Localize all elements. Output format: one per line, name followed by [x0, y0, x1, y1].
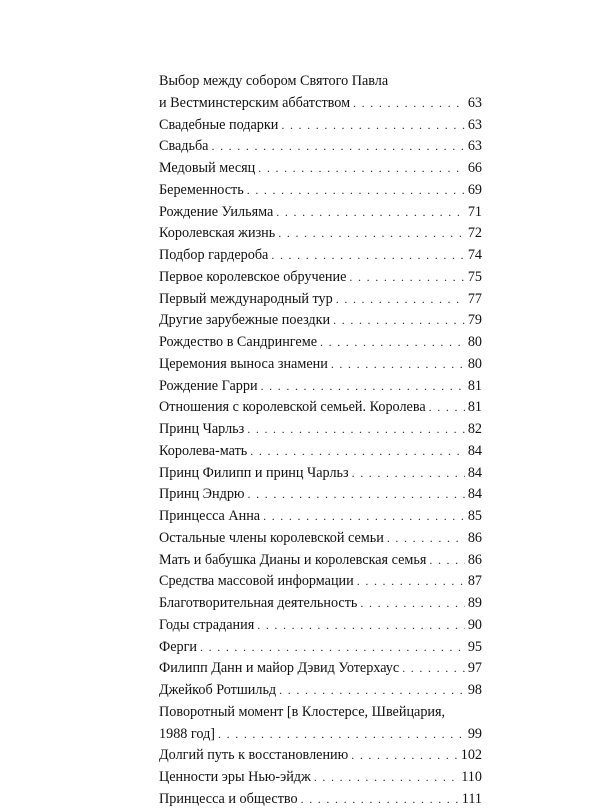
dot-leader: [429, 550, 464, 572]
toc-entry: [159, 180, 482, 202]
toc-entry-title: Свадебные подарки: [159, 116, 279, 133]
dot-leader: [320, 332, 465, 354]
toc-entry-title: Подбор гардероба: [159, 247, 269, 263]
toc-entry-title: Рождение Уильяма: [159, 203, 274, 220]
dot-leader: [301, 789, 459, 811]
toc-entry-page: 63: [467, 138, 482, 155]
toc-entry-page: 111: [461, 790, 482, 807]
dot-leader: [276, 202, 465, 224]
toc-entry-page: 90: [467, 616, 482, 633]
toc-entry-title: Годы страдания: [159, 616, 255, 633]
dot-leader: [333, 310, 465, 332]
toc-entry-page: 99: [467, 725, 482, 742]
toc-entry-page: 69: [467, 181, 482, 198]
dot-leader: [387, 528, 465, 550]
toc-entry-page: 86: [467, 551, 482, 568]
dot-leader: [336, 289, 465, 311]
dot-leader: [360, 593, 464, 615]
toc-entry-title: Ферги: [159, 638, 198, 655]
toc-entry-title: Другие зарубежные поездки: [159, 312, 331, 329]
toc-entry: [159, 484, 482, 506]
toc-entry: [159, 223, 482, 245]
toc-entry-title: Джейкоб Ротшильд: [159, 682, 277, 698]
toc-entry-title: Принц Эндрю: [159, 486, 245, 503]
toc-entry: [159, 397, 482, 419]
dot-leader: [200, 637, 465, 659]
toc-entry-title: Медовый месяц: [159, 160, 256, 176]
toc-entry-page: 85: [467, 508, 482, 524]
toc-entry-title: Первое королевское обручение: [159, 268, 347, 285]
toc-entry-page: 97: [467, 660, 482, 677]
toc-entry-page: 74: [467, 247, 482, 263]
toc-entry-page: 77: [467, 290, 482, 307]
toc-entry-page: 63: [467, 116, 482, 133]
dot-leader: [211, 136, 464, 158]
toc-entry-title: Долгий путь к восстановлению: [159, 747, 349, 764]
toc-entry-page: 89: [467, 595, 482, 611]
toc-entry-page: 86: [467, 529, 482, 546]
toc-entry-title: Королева-мать: [159, 442, 248, 459]
dot-leader: [281, 115, 464, 137]
dot-leader: [247, 180, 465, 202]
dot-leader: [353, 93, 465, 115]
dot-leader: [258, 158, 465, 180]
toc-entry-title: Поворотный момент [в Клостерсе, Швейцария,: [159, 703, 446, 720]
dot-leader: [247, 419, 465, 441]
toc-entry-page: 71: [467, 203, 482, 220]
dot-leader: [331, 354, 465, 376]
toc-entry-title: Отношения с королевской семьей. Королева: [159, 399, 426, 416]
dot-leader: [314, 767, 458, 789]
toc-entry-title: и Вестминстерским аббатством: [159, 94, 351, 111]
dot-leader: [349, 267, 464, 289]
toc-entry: [159, 158, 482, 180]
toc-entry-page: 84: [467, 442, 482, 459]
dot-leader: [429, 397, 465, 419]
toc-entry-title: Принц Филипп и принц Чарльз: [159, 464, 349, 481]
toc-entry-title: Принцесса и общество: [159, 790, 298, 807]
dot-leader: [261, 376, 465, 398]
toc-entry: [159, 354, 482, 376]
toc-entry-title: Благотворительная деятельность: [159, 595, 358, 611]
toc-entry: [159, 71, 482, 93]
toc-entry-title: Ценности эры Нью-эйдж: [159, 769, 311, 785]
toc-entry-title: 1988 год]: [159, 725, 216, 742]
toc-entry: [159, 93, 482, 115]
dot-leader: [257, 615, 465, 637]
toc-entry-title: Средства массовой информации: [159, 573, 354, 590]
toc-entry-page: 87: [467, 573, 482, 590]
toc-entry: [159, 680, 482, 702]
table-of-contents: [159, 71, 482, 811]
toc-entry-title: Принцесса Анна: [159, 508, 261, 524]
dot-leader: [218, 724, 465, 746]
toc-entry: [159, 702, 482, 724]
toc-entry-title: Первый международный тур: [159, 290, 333, 307]
toc-entry-title: Филипп Данн и майор Дэвид Уотерхаус: [159, 660, 400, 677]
toc-entry-title: Королевская жизнь: [159, 225, 276, 242]
toc-entry: [159, 767, 482, 789]
toc-entry: [159, 658, 482, 680]
dot-leader: [248, 484, 465, 506]
toc-entry-title: Принц Чарльз: [159, 421, 245, 437]
toc-entry-page: 84: [467, 464, 482, 481]
toc-entry: [159, 376, 482, 398]
toc-entry: [159, 115, 482, 137]
toc-entry: [159, 550, 482, 572]
toc-entry: [159, 724, 482, 746]
toc-entry: [159, 506, 482, 528]
toc-entry: [159, 745, 482, 767]
toc-entry-page: 79: [467, 312, 482, 329]
toc-entry: [159, 310, 482, 332]
dot-leader: [402, 658, 465, 680]
dot-leader: [351, 745, 457, 767]
dot-leader: [263, 506, 465, 528]
toc-entry: [159, 202, 482, 224]
toc-entry-title: Церемония выноса знамени: [159, 355, 328, 372]
toc-entry: [159, 441, 482, 463]
toc-entry-page: 66: [467, 160, 482, 176]
dot-leader: [352, 463, 465, 485]
dot-leader: [279, 680, 465, 702]
toc-entry: [159, 289, 482, 311]
toc-entry-page: 82: [467, 421, 482, 437]
toc-entry-page: 95: [467, 638, 482, 655]
toc-entry-page: 80: [467, 334, 482, 350]
toc-entry-title: Рождество в Сандрингеме: [159, 334, 317, 350]
toc-entry-title: Выбор между собором Святого Павла: [159, 73, 389, 89]
dot-leader: [250, 441, 465, 463]
toc-entry: [159, 136, 482, 158]
toc-entry-title: Остальные члены королевской семьи: [159, 529, 384, 546]
toc-entry: [159, 637, 482, 659]
toc-entry-page: 80: [467, 355, 482, 372]
toc-entry-title: Мать и бабушка Дианы и королевская семья: [159, 551, 427, 568]
toc-entry-title: Рождение Гарри: [159, 377, 258, 394]
toc-entry-page: 81: [467, 399, 482, 416]
dot-leader: [271, 245, 464, 267]
toc-entry: [159, 593, 482, 615]
toc-entry-page: 98: [467, 682, 482, 698]
toc-entry-title: Беременность: [159, 181, 244, 198]
toc-entry: [159, 267, 482, 289]
toc-entry-page: 72: [467, 225, 482, 242]
toc-entry: [159, 332, 482, 354]
toc-entry-page: 81: [467, 377, 482, 394]
toc-entry-page: 102: [460, 747, 482, 764]
toc-entry-page: 75: [467, 268, 482, 285]
dot-leader: [357, 571, 465, 593]
toc-entry: [159, 245, 482, 267]
toc-entry: [159, 528, 482, 550]
dot-leader: [278, 223, 465, 245]
toc-entry: [159, 571, 482, 593]
toc-entry: [159, 615, 482, 637]
toc-entry: [159, 419, 482, 441]
toc-entry-title: Свадьба: [159, 138, 209, 155]
toc-entry: [159, 789, 482, 811]
toc-entry-page: 110: [461, 769, 482, 785]
toc-entry-page: 63: [467, 94, 482, 111]
toc-entry: [159, 463, 482, 485]
toc-entry-page: 84: [467, 486, 482, 503]
